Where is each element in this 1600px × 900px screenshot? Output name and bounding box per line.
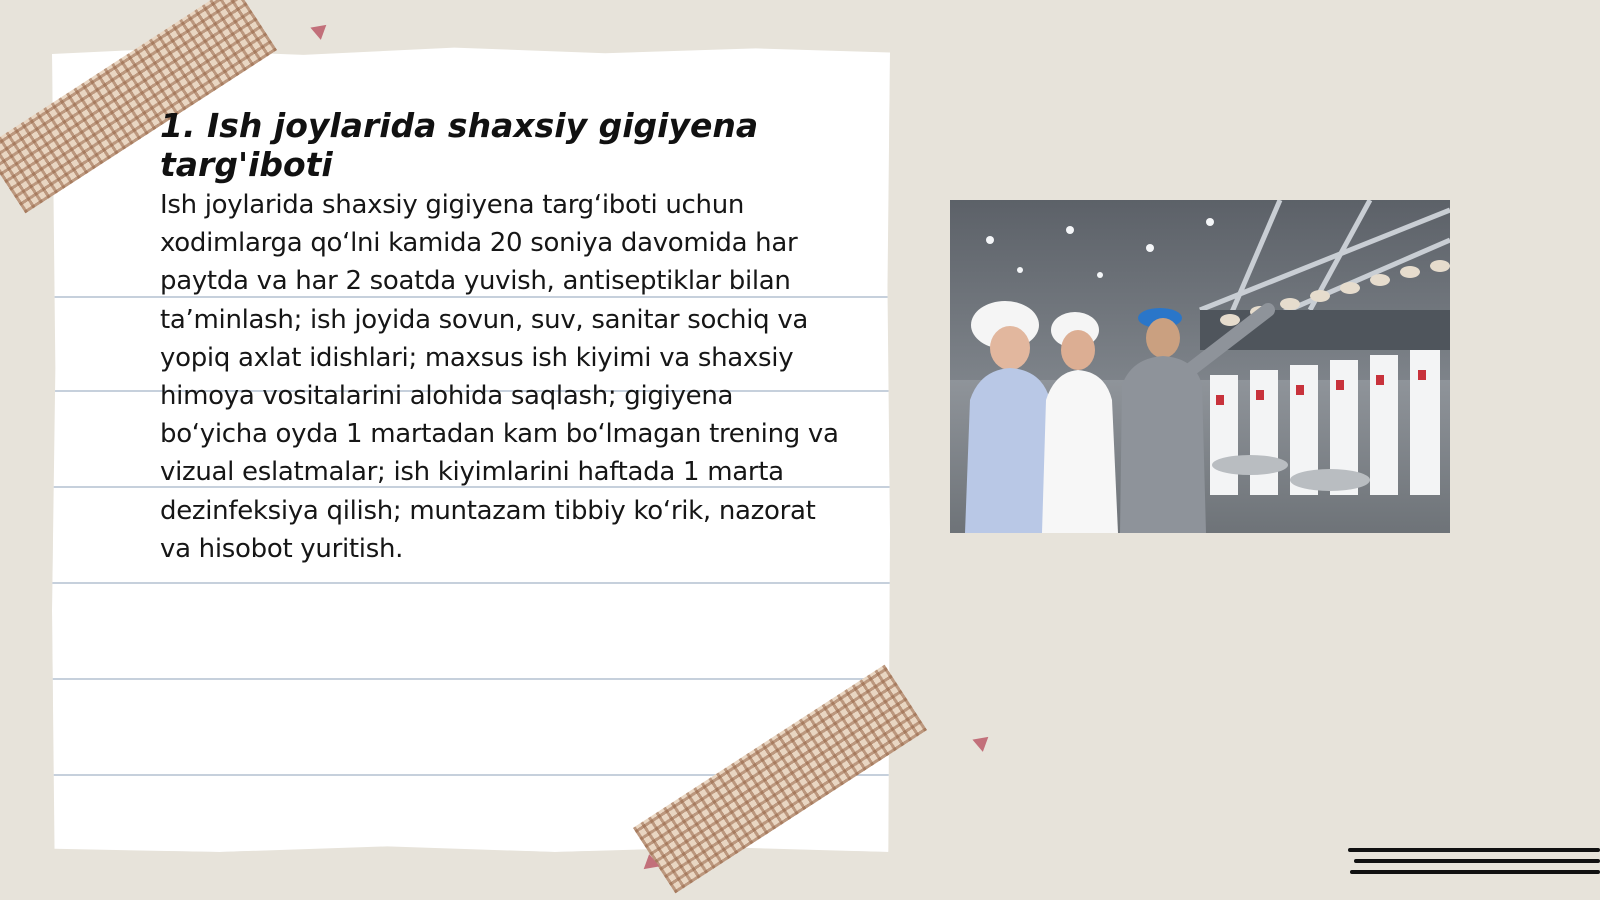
slide-title: 1. Ish joylarida shaxsiy gigiyena targ'iboti (160, 106, 759, 184)
tape-corner-mark (970, 732, 989, 752)
decorative-line (1354, 859, 1600, 863)
decorative-lines (1348, 848, 1600, 888)
paper-rule-line (52, 582, 890, 584)
factory-photo-illustration (950, 200, 1450, 533)
decorative-line (1348, 848, 1600, 852)
slide-body-text: Ish joylarida shaxsiy gigiyena targ‘iboti uchun xodimlarga qo‘lni kamida 20 soniya davomida har paytda va har 2 soatda yuvish, antiseptiklar bilan ta’minlash; ish joyida sovun, suv, sanitar sochiq va yopiq axlat idishlari; maxsus ish kiyimi va shaxsiy himoya vositalarini alohida saqlash; gigiyena bo‘yicha oyda 1 martadan kam bo‘lmagan trening va vizual eslatmalar; ish kiyimlarini haftada 1 marta dezinfeksiya qilish; muntazam tibbiy ko‘rik, nazorat va hisobot yuritish. (160, 190, 839, 564)
tape-corner-mark (644, 854, 663, 874)
factory-workers-photo (950, 200, 1450, 533)
tape-corner-mark (308, 20, 327, 40)
decorative-line (1350, 870, 1600, 874)
paper-rule-line (52, 678, 890, 680)
